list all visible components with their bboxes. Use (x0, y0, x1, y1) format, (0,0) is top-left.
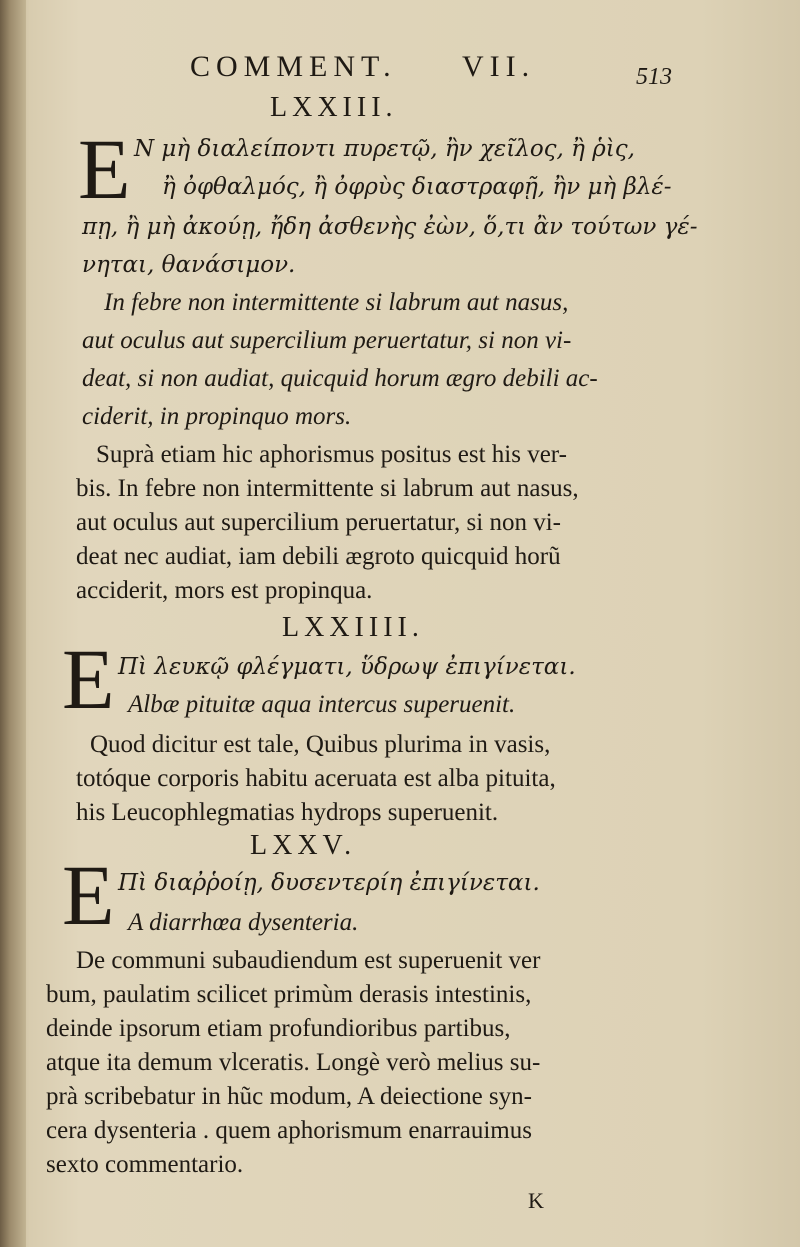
latin-translation-line: aut oculus aut supercilium peruertatur, si non vi- (82, 327, 572, 354)
commentary-line: aut oculus aut supercilium peruertatur, si non vi- (76, 509, 561, 536)
greek-line: Πὶ λευκῷ φλέγματι, ὕδρωψ ἐπιγίνεται. (118, 654, 576, 680)
aphorism-number: LXXV. (250, 830, 357, 861)
drop-cap: E (62, 847, 115, 943)
aphorism-number: LXXIII. (270, 92, 398, 123)
commentary-line: atque ita demum vlceratis. Longè verò melius su- (46, 1049, 541, 1076)
latin-translation-line: In febre non intermittente si labrum aut nasus, (104, 289, 569, 316)
chapter-number: VII. (462, 50, 536, 83)
greek-line: ἢ ὀφθαλμός, ἢ ὀφρὺς διαστραφῇ, ἢν μὴ βλέ- (162, 174, 672, 200)
commentary-line: De communi subaudiendum est superuenit ver (76, 947, 541, 974)
running-header (180, 50, 600, 90)
commentary-line: totóque corporis habitu aceruata est alba pituita, (76, 765, 556, 792)
folio-number: 513 (636, 64, 672, 90)
signature-mark: K (528, 1188, 544, 1213)
commentary-line: bis. In febre non intermittente si labrum aut nasus, (76, 475, 579, 502)
greek-line: Πὶ διαῤῥοίῃ, δυσεντερίη ἐπιγίνεται. (118, 870, 540, 896)
latin-translation-line: ciderit, in propinquo mors. (82, 403, 352, 430)
greek-line: νηται, θανάσιμον. (82, 252, 296, 278)
greek-line: πῃ, ἢ μὴ ἀκούῃ, ἤδη ἀσθενὴς ἐὼν, ὅ,τι ἂν τούτων γέ- (82, 214, 698, 240)
commentary-line: bum, paulatim scilicet primùm derasis intestinis, (46, 981, 532, 1008)
commentary-line: acciderit, mors est propinqua. (76, 577, 373, 604)
drop-cap: E (62, 631, 115, 727)
commentary-line: Quod dicitur est tale, Quibus plurima in vasis, (90, 731, 551, 758)
binding-gutter (0, 0, 26, 1247)
greek-line: N μὴ διαλείποντι πυρετῷ, ἢν χεῖλος, ἢ ῥὶς, (134, 136, 635, 162)
commentary-line: Suprà etiam hic aphorismus positus est his ver- (96, 441, 567, 468)
latin-translation-line: deat, si non audiat, quicquid horum ægro debili ac- (82, 365, 598, 392)
commentary-line: prà scribebatur in hũc modum, A deiectione syn- (46, 1083, 532, 1110)
running-title: COMMENT. (190, 50, 397, 83)
latin-translation-line: Albæ pituitæ aqua intercus superuenit. (128, 691, 516, 718)
commentary-line: deinde ipsorum etiam profundioribus partibus, (46, 1015, 511, 1042)
aphorism-number: LXXIIII. (282, 612, 424, 643)
drop-cap: E (78, 121, 131, 217)
commentary-line: cera dysenteria . quem aphorismum enarrauimus (46, 1117, 532, 1144)
commentary-line: sexto commentario. (46, 1151, 244, 1178)
commentary-line: deat nec audiat, iam debili ægroto quicquid horũ (76, 543, 561, 570)
commentary-line: his Leucophlegmatias hydrops superuenit. (76, 799, 499, 826)
latin-translation-line: A diarrhœa dysenteria. (128, 909, 359, 936)
